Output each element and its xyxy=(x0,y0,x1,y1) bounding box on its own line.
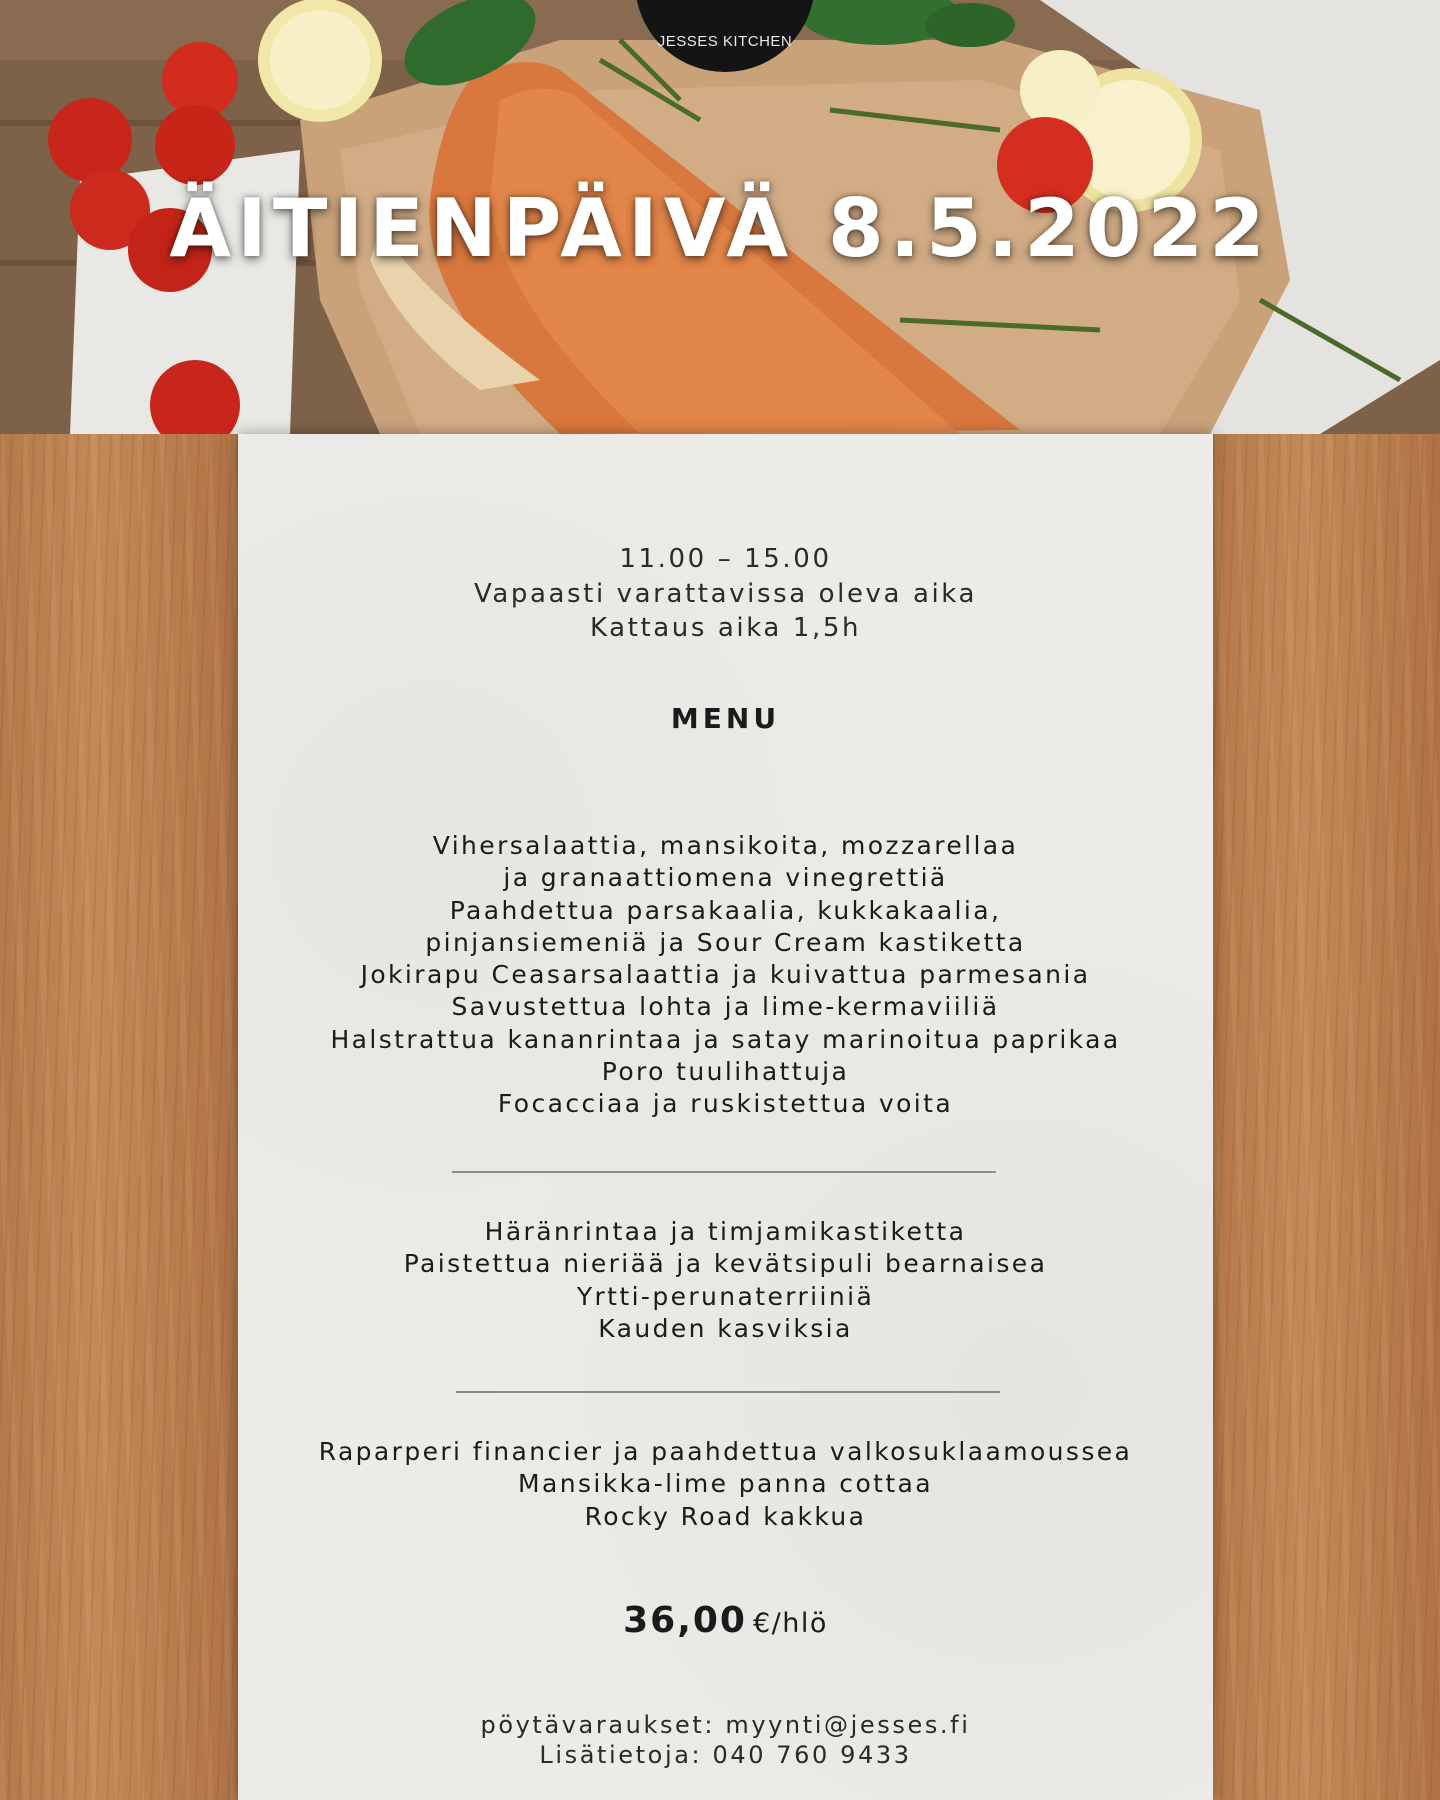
event-time: 11.00 – 15.00 xyxy=(619,544,832,574)
price xyxy=(238,1600,1213,1641)
desserts-list xyxy=(238,1436,1213,1533)
menu-item: ja granaattiomena vinegrettiä xyxy=(503,863,948,893)
booking-note: Vapaasti varattavissa oleva aika xyxy=(473,578,978,609)
section-divider xyxy=(456,1391,1000,1393)
menu-item: Raparperi financier ja paahdettua valkosuklaamoussea xyxy=(318,1437,1133,1466)
menu-heading: MENU xyxy=(670,702,781,735)
mains-list xyxy=(238,1216,1213,1345)
menu-item: Rocky Road kakkua xyxy=(584,1501,867,1531)
wood-background-left xyxy=(0,434,238,1800)
menu-item: Kauden kasviksia xyxy=(598,1313,853,1343)
menu-item: Focacciaa ja ruskistettua voita xyxy=(497,1089,954,1119)
starters-list xyxy=(238,830,1213,1121)
menu-item: Poro tuulihattuja xyxy=(601,1057,850,1087)
wood-background-right xyxy=(1213,434,1440,1800)
reservation-contact: pöytävaraukset: myynti@jesses.fi xyxy=(480,1711,971,1739)
menu-card xyxy=(238,434,1213,1800)
price-unit: €/hlö xyxy=(752,1608,828,1639)
menu-item: Yrtti-perunaterriiniä xyxy=(576,1281,875,1311)
hero-image xyxy=(0,0,1440,434)
logo-text: JESSES KITCHEN xyxy=(657,33,793,50)
page-title: ÄITIENPÄIVÄ 8.5.2022 xyxy=(169,182,1271,275)
menu-item: Jokirapu Ceasarsalaattia ja kuivattua parmesania xyxy=(360,960,1091,990)
phone-contact: Lisätietoja: 040 760 9433 xyxy=(539,1741,912,1769)
event-info xyxy=(238,542,1213,646)
menu-item: Häränrintaa ja timjamikastiketta xyxy=(484,1217,967,1246)
price-amount: 36,00 xyxy=(623,1600,747,1641)
menu-item: Savustettua lohta ja lime-kermaviiliä xyxy=(451,992,1000,1022)
menu-item: Paistettua nieriää ja kevätsipuli bearnaisea xyxy=(403,1249,1048,1279)
menu-item: Mansikka-lime panna cottaa xyxy=(518,1469,933,1499)
menu-item: Paahdettua parsakaalia, kukkakaalia, xyxy=(449,895,1002,925)
seating-duration: Kattaus aika 1,5h xyxy=(589,613,862,643)
contact-info xyxy=(238,1710,1213,1770)
menu-item: pinjansiemeniä ja Sour Cream kastiketta xyxy=(425,927,1026,957)
section-divider xyxy=(452,1171,996,1173)
menu-item: Vihersalaattia, mansikoita, mozzarellaa xyxy=(432,831,1019,860)
menu-item: Halstrattua kananrintaa ja satay marinoitua paprikaa xyxy=(330,1024,1121,1054)
